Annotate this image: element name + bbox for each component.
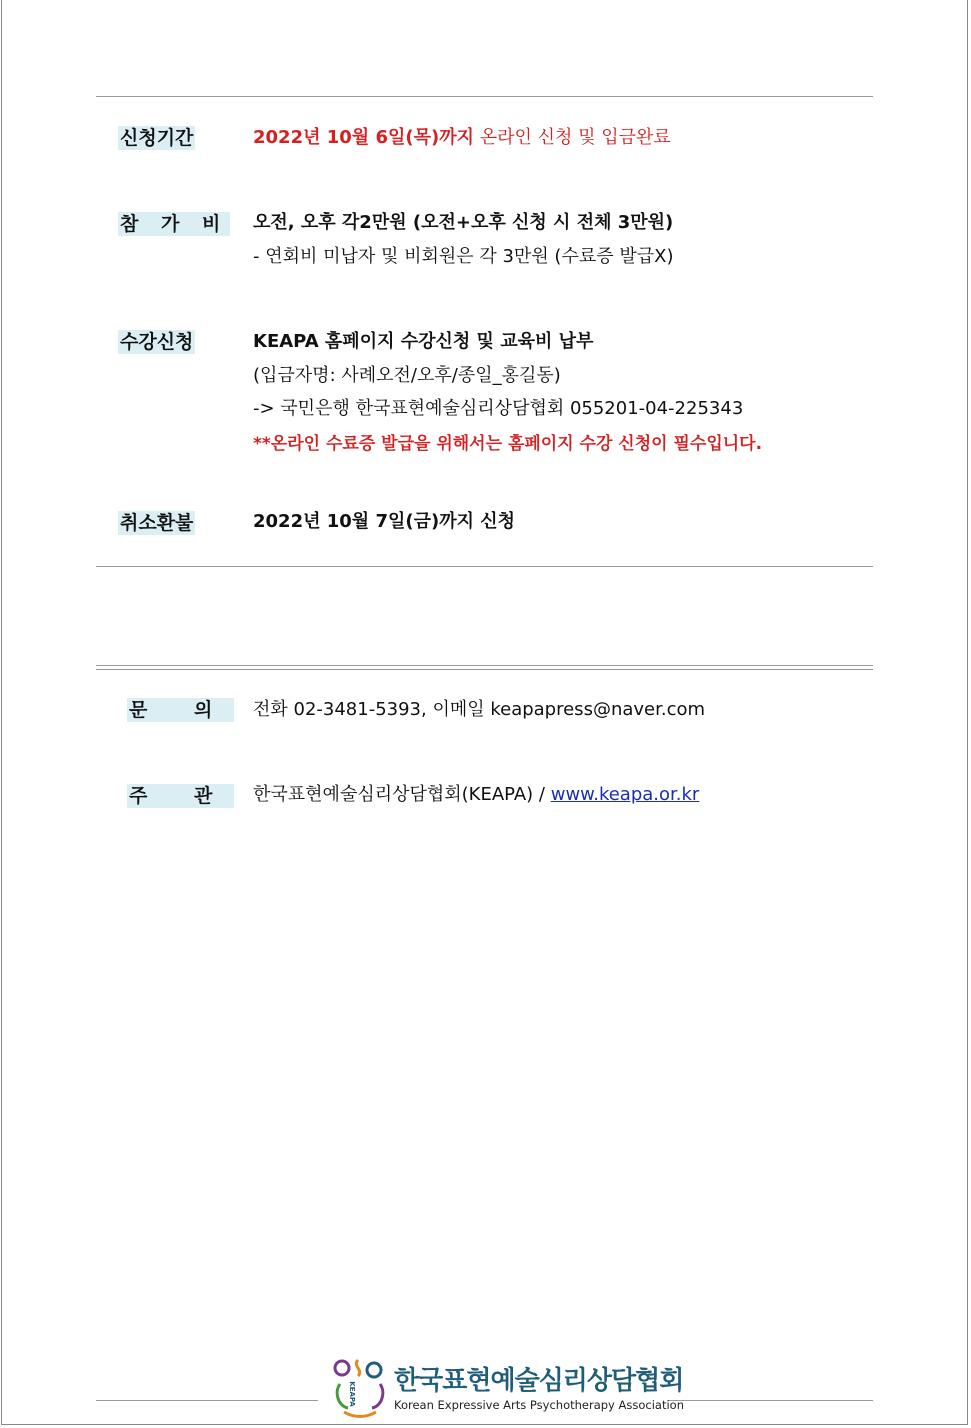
period-rest: 온라인 신청 및 입금완료 <box>474 127 671 148</box>
inquiry-label: 문 의 <box>129 699 233 721</box>
logo-english-name: Korean Expressive Arts Psychotherapy Association <box>394 1398 684 1412</box>
contact-divider <box>96 665 873 670</box>
register-line-1: KEAPA 홈페이지 수강신청 및 교육비 납부 <box>253 331 594 352</box>
inquiry-text: 전화 02-3481-5393, 이메일 keapapress@naver.com <box>253 699 706 720</box>
period-text <box>253 126 671 150</box>
refund-label: 취소환불 <box>120 512 194 534</box>
top-divider <box>96 96 873 97</box>
register-line-3: -> 국민은행 한국표현예술심리상담협회 055201-04-225343 <box>253 398 744 419</box>
middle-divider <box>96 566 873 567</box>
refund-line-1: 2022년 10월 7일(금)까지 신청 <box>253 511 516 532</box>
host-name: 한국표현예술심리상담협회(KEAPA) / <box>253 784 551 805</box>
register-line-2: (입금자명: 사례오전/오후/종일_홍길동) <box>253 365 561 386</box>
register-notice: **온라인 수료증 발급을 위해서는 홈페이지 수강 신청이 필수입니다. <box>253 434 763 454</box>
association-logo <box>330 1356 684 1418</box>
fee-line-1: 오전, 오후 각2만원 (오전+오후 신청 시 전체 3만원) <box>253 212 674 233</box>
logo-mark-text: KEAPA <box>348 1381 356 1407</box>
period-date: 2022년 10월 6일(목)까지 <box>253 127 474 148</box>
keapa-logo-icon <box>330 1356 390 1418</box>
host-text <box>253 783 699 807</box>
logo-korean-name: 한국표현예술심리상담협회 <box>394 1366 684 1396</box>
register-label: 수강신청 <box>120 331 194 353</box>
fee-label: 참 가 비 <box>120 213 229 235</box>
footer-line-right <box>668 1400 873 1401</box>
host-website-link[interactable]: www.keapa.or.kr <box>550 784 700 805</box>
fee-line-2: - 연회비 미납자 및 비회원은 각 3만원 (수료증 발급X) <box>253 246 674 267</box>
host-label: 주 관 <box>129 785 233 807</box>
footer-line-left <box>96 1400 318 1401</box>
period-label: 신청기간 <box>120 127 194 149</box>
